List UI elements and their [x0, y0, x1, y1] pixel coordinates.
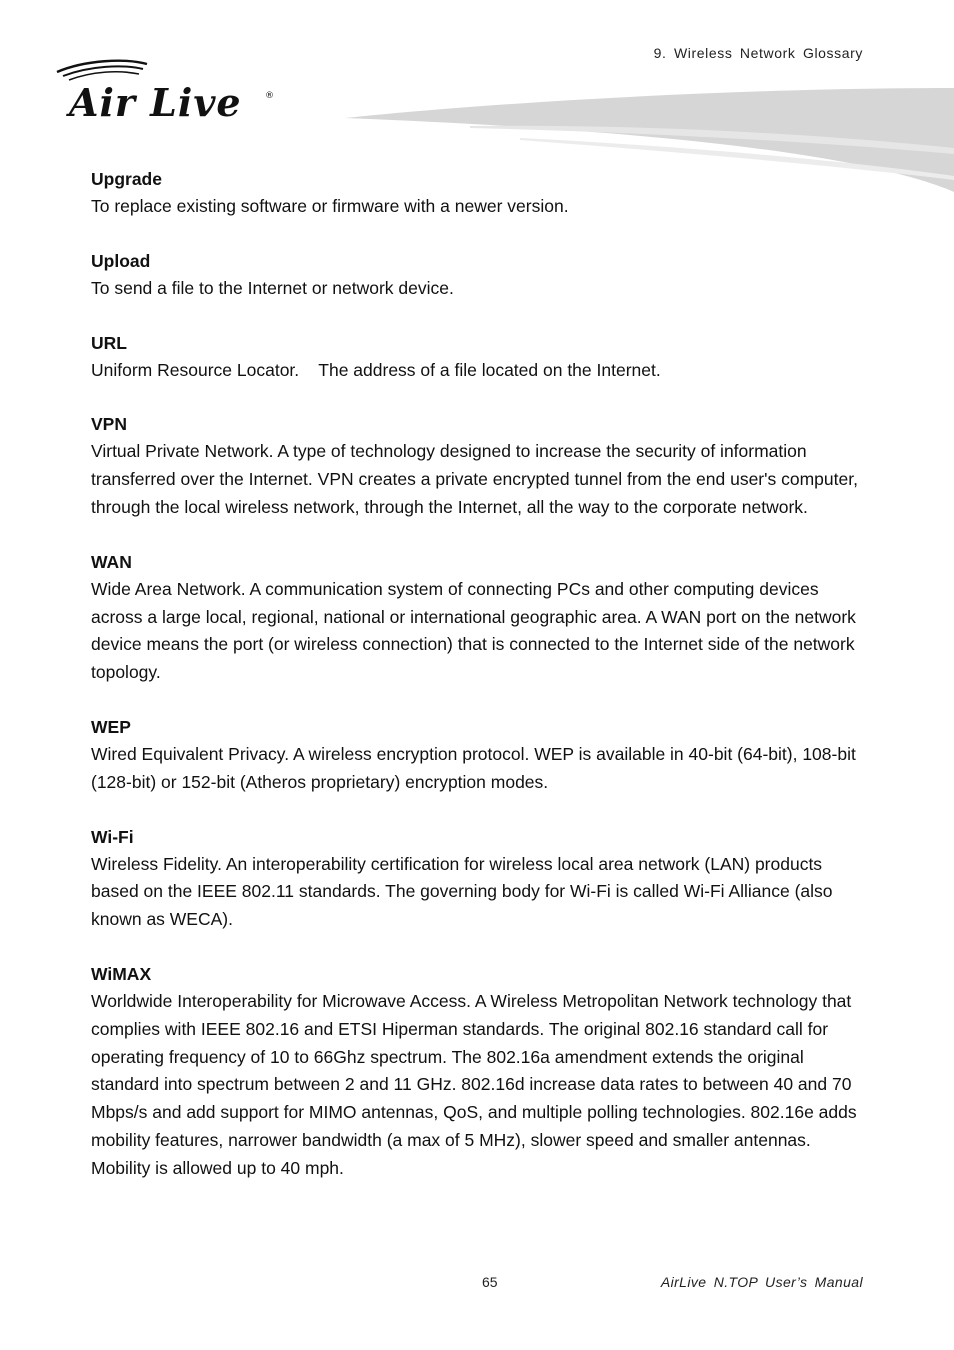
glossary-entry — [91, 166, 871, 221]
glossary-term: Upgrade — [91, 169, 162, 189]
glossary-entry — [91, 330, 871, 385]
glossary-entry — [91, 248, 871, 303]
glossary-definition: Wireless Fidelity. An interoperability certification for wireless local area network (LAN) products based on the IEEE 802.11 standards. The governing body for Wi-Fi is called Wi-Fi Alliance (also known as WECA). — [91, 853, 833, 930]
svg-text:®: ® — [265, 91, 274, 101]
glossary-entry — [91, 411, 871, 521]
glossary-entry — [91, 961, 871, 1183]
glossary-definition: To send a file to the Internet or network device. — [91, 277, 454, 298]
page-number: 65 — [482, 1274, 498, 1290]
glossary-term: Wi-Fi — [91, 826, 134, 847]
glossary-term: WEP — [91, 716, 131, 737]
glossary-definition: Worldwide Interoperability for Microwave Access. A Wireless Metropolitan Network technology that complies with IEEE 802.16 and ETSI Hiperman standards. The original 802.16 standard call for operating frequency of 10 to 66Ghz spectrum. The 802.16a amendment extends the original standard into spectrum between 2 and 11 GHz. 802.16d increase data rates to between 40 and 70 Mbps/s and add support for MIMO antennas, QoS, and multiple polling technologies. 802.16e adds mobility features, narrower bandwidth (a max of 5 MHz), slower speed and smaller antennas. Mobility is allowed up to 40 mph. — [91, 990, 857, 1178]
glossary-term: URL — [91, 332, 127, 353]
glossary-term: WAN — [91, 551, 132, 572]
airlive-logo — [55, 58, 285, 128]
svg-text:Air Live: Air Live — [69, 80, 242, 125]
glossary-content — [91, 166, 871, 1210]
glossary-entry — [91, 549, 871, 687]
glossary-definition: Uniform Resource Locator. The address of a file located on the Internet. — [91, 359, 661, 380]
glossary-definition: Virtual Private Network. A type of technology designed to increase the security of information transferred over the Internet. VPN creates a private encrypted tunnel from the end user's computer, through the local wireless network, through the Internet, all the way to the corporate network. — [91, 441, 858, 517]
chapter-header: 9. Wireless Network Glossary — [653, 45, 863, 61]
glossary-term: WiMAX — [91, 963, 152, 984]
airlive-logo-graphic — [55, 58, 285, 128]
glossary-definition: Wide Area Network. A communication system of connecting PCs and other computing devices across a large local, regional, national or international geographic area. A WAN port on the network device means the port (or wireless connection) that is connected to the Internet side of the network topology. — [91, 578, 856, 683]
glossary-term: VPN — [91, 414, 127, 435]
glossary-term: Upload — [91, 250, 151, 271]
manual-title: AirLive N.TOP User’s Manual — [660, 1274, 863, 1290]
glossary-entry — [91, 714, 871, 797]
glossary-definition: Wired Equivalent Privacy. A wireless encryption protocol. WEP is available in 40-bit (64-bit), 108-bit (128-bit) or 152-bit (Atheros proprietary) encryption modes. — [91, 743, 856, 792]
glossary-definition: To replace existing software or firmware with a newer version. — [91, 196, 569, 216]
glossary-entry — [91, 824, 871, 934]
